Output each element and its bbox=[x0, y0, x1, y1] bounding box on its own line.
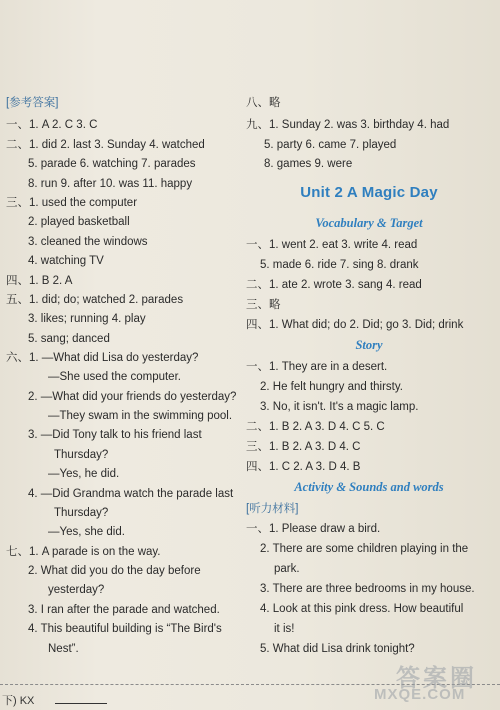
answer-line: Nest”. bbox=[48, 643, 79, 655]
answer-line: it is! bbox=[274, 623, 295, 635]
answer-line: 2. —What did your friends do yesterday? bbox=[28, 391, 237, 403]
answer-line: 5. made 6. ride 7. sing 8. drank bbox=[260, 259, 419, 271]
footer-underline bbox=[55, 703, 107, 704]
answer-line: 5. sang; danced bbox=[28, 333, 110, 345]
answer-line: 四、1. What did; do 2. Did; go 3. Did; drink bbox=[246, 319, 464, 331]
answer-line: 三、1. used the computer bbox=[6, 197, 138, 209]
watermark-logo bbox=[374, 658, 494, 706]
answer-line: 三、1. B 2. A 3. D 4. C bbox=[246, 441, 361, 453]
answer-line: —Yes, he did. bbox=[48, 468, 120, 480]
listening-header: [听力材料] bbox=[246, 503, 299, 515]
answer-key-header: [参考答案] bbox=[6, 97, 59, 109]
answer-line: 3. —Did Tony talk to his friend last bbox=[28, 429, 202, 441]
watermark-text-cn: 答案圈 bbox=[396, 665, 477, 692]
answer-line: Thursday? bbox=[54, 449, 109, 461]
answer-line: 2. What did you do the day before bbox=[28, 565, 201, 577]
answer-line: —They swam in the swimming pool. bbox=[48, 410, 233, 422]
answer-line: 5. party 6. came 7. played bbox=[264, 139, 397, 151]
answer-line: 八、略 bbox=[246, 97, 281, 109]
answer-line: 4. This beautiful building is “The Bird's bbox=[28, 623, 222, 635]
answer-line: 六、1. —What did Lisa do yesterday? bbox=[6, 352, 199, 364]
answer-line: 4. Look at this pink dress. How beautiful bbox=[260, 603, 464, 615]
answer-line: 8. games 9. were bbox=[264, 158, 353, 170]
answer-line: Thursday? bbox=[54, 507, 109, 519]
answer-line: 2. There are some children playing in the bbox=[260, 543, 469, 555]
answer-line: 3. I ran after the parade and watched. bbox=[28, 604, 220, 616]
answer-line: 九、1. Sunday 2. was 3. birthday 4. had bbox=[246, 119, 450, 131]
answer-line: 一、1. A 2. C 3. C bbox=[6, 119, 98, 131]
answer-line: —She used the computer. bbox=[48, 371, 181, 383]
watermark-text-en: MXQE.COM bbox=[374, 686, 466, 703]
answer-line: 3. No, it isn't. It's a magic lamp. bbox=[260, 401, 419, 413]
answer-line: 七、1. A parade is on the way. bbox=[6, 546, 161, 558]
answer-line: 五、1. did; do; watched 2. parades bbox=[6, 294, 184, 306]
answer-line: —Yes, she did. bbox=[48, 526, 125, 538]
footer-label: 下) KX bbox=[2, 695, 35, 707]
answer-line: 3. There are three bedrooms in my house. bbox=[260, 583, 475, 595]
section-title-story: Story bbox=[355, 338, 383, 352]
answer-line: 4. watching TV bbox=[28, 255, 104, 267]
answer-line: 2. He felt hungry and thirsty. bbox=[260, 381, 403, 393]
answer-line: 三、略 bbox=[246, 299, 281, 311]
section-title-activity: Activity & Sounds and words bbox=[294, 480, 444, 494]
answer-line: park. bbox=[274, 563, 300, 575]
answer-line: 2. played basketball bbox=[28, 216, 130, 228]
answer-line: 四、1. B 2. A bbox=[6, 275, 73, 287]
answer-line: 8. run 9. after 10. was 11. happy bbox=[28, 178, 193, 190]
answer-line: 二、1. ate 2. wrote 3. sang 4. read bbox=[246, 279, 422, 291]
answer-line: 3. likes; running 4. play bbox=[28, 313, 146, 325]
answer-line: 3. cleaned the windows bbox=[28, 236, 148, 248]
answer-line: yesterday? bbox=[48, 584, 105, 596]
answer-line: 4. —Did Grandma watch the parade last bbox=[28, 488, 234, 500]
answer-line: 一、1. went 2. eat 3. write 4. read bbox=[246, 239, 418, 251]
answer-line: 5. parade 6. watching 7. parades bbox=[28, 158, 196, 170]
unit-title: Unit 2 A Magic Day bbox=[300, 184, 438, 201]
answer-line: 四、1. C 2. A 3. D 4. B bbox=[246, 461, 361, 473]
answer-line: 5. What did Lisa drink tonight? bbox=[260, 643, 415, 655]
answer-line: 一、1. Please draw a bird. bbox=[246, 523, 381, 535]
answer-line: 二、1. B 2. A 3. D 4. C 5. C bbox=[246, 421, 385, 433]
section-title-vocabulary: Vocabulary & Target bbox=[315, 216, 423, 230]
answer-line: 一、1. They are in a desert. bbox=[246, 361, 388, 373]
answer-line: 二、1. did 2. last 3. Sunday 4. watched bbox=[6, 139, 205, 151]
